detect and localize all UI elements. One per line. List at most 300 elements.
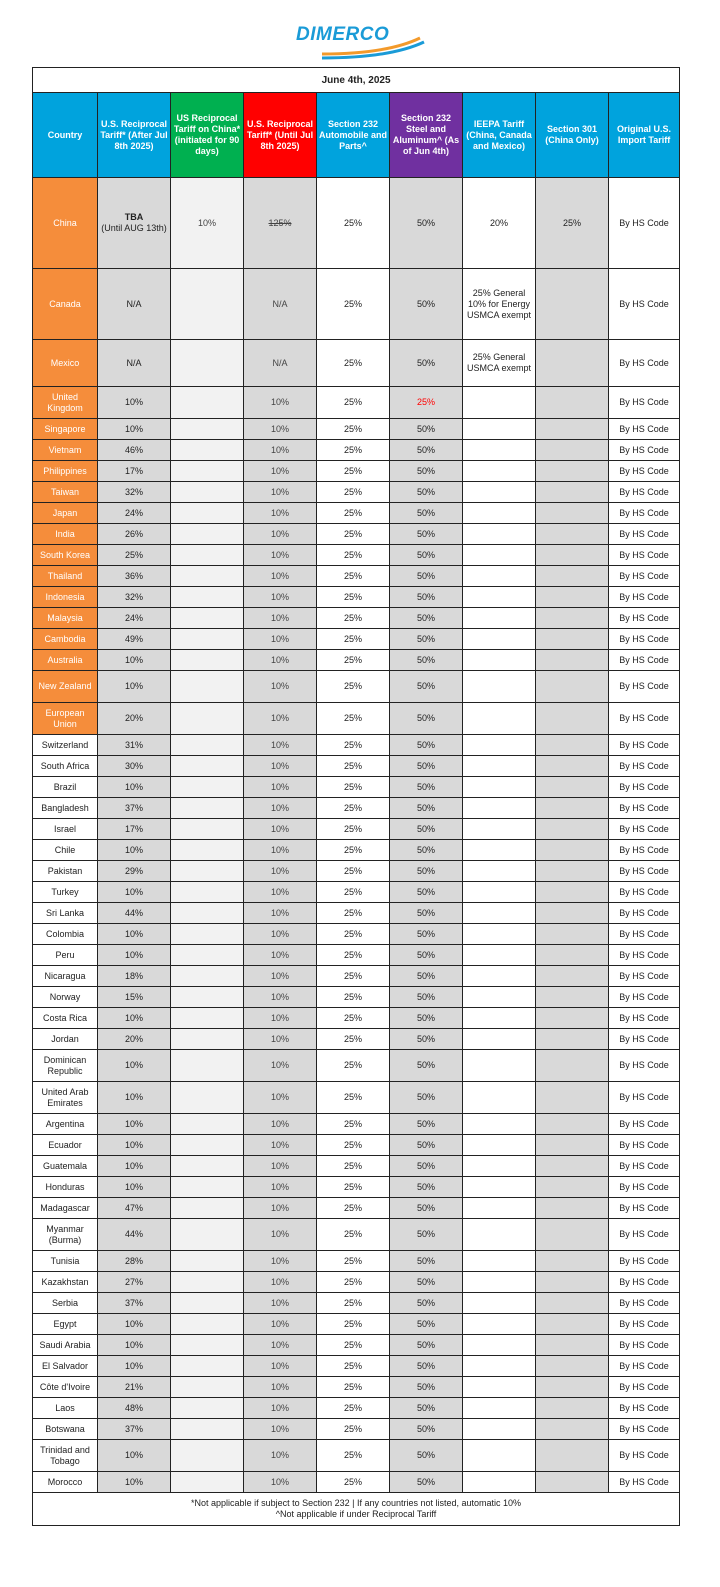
cell-s232-steel: 50% [390,482,463,503]
cell-s232-steel: 50% [390,1272,463,1293]
col-header-reciprocal-until: U.S. Reciprocal Tariff* (Until Jul 8th 2025) [244,93,317,178]
cell-original: By HS Code [609,756,680,777]
table-row [33,524,680,545]
cell-country: Tunisia [33,1251,98,1272]
cell-recip-china [171,671,244,703]
cell-original: By HS Code [609,777,680,798]
cell-ieepa [463,545,536,566]
cell-recip-until: 10% [244,1398,317,1419]
cell-recip-after: 28% [98,1251,171,1272]
col-header-ieepa: IEEPA Tariff (China, Canada and Mexico) [463,93,536,178]
cell-original: By HS Code [609,482,680,503]
cell-country: Egypt [33,1314,98,1335]
cell-recip-until: 10% [244,608,317,629]
cell-ieepa [463,903,536,924]
cell-recip-after: 21% [98,1377,171,1398]
cell-s232-auto: 25% [317,1377,390,1398]
cell-s232-steel: 50% [390,1293,463,1314]
table-row [33,882,680,903]
cell-country: Cambodia [33,629,98,650]
cell-recip-china [171,966,244,987]
cell-recip-after: 37% [98,1293,171,1314]
table-row [33,1156,680,1177]
cell-country: Honduras [33,1177,98,1198]
cell-country: El Salvador [33,1356,98,1377]
cell-recip-until: 10% [244,703,317,735]
cell-country: Nicaragua [33,966,98,987]
cell-s232-auto: 25% [317,1156,390,1177]
table-row [33,482,680,503]
table-row [33,340,680,387]
cell-ieepa [463,1293,536,1314]
table-row [33,566,680,587]
cell-recip-china [171,882,244,903]
cell-s232-steel: 50% [390,566,463,587]
cell-country: Singapore [33,419,98,440]
cell-recip-china [171,1293,244,1314]
cell-recip-china [171,945,244,966]
cell-s232-steel: 50% [390,861,463,882]
cell-country: Serbia [33,1293,98,1314]
cell-s301 [536,966,609,987]
cell-original: By HS Code [609,840,680,861]
cell-ieepa [463,703,536,735]
cell-s232-steel: 50% [390,1156,463,1177]
cell-original: By HS Code [609,671,680,703]
cell-recip-china [171,503,244,524]
cell-original: By HS Code [609,1293,680,1314]
cell-recip-after: 10% [98,1356,171,1377]
cell-s301 [536,419,609,440]
cell-recip-after: 47% [98,1198,171,1219]
cell-s232-auto: 25% [317,608,390,629]
cell-ieepa [463,1114,536,1135]
cell-recip-after: 17% [98,819,171,840]
cell-ieepa [463,387,536,419]
cell-original: By HS Code [609,440,680,461]
cell-recip-china [171,861,244,882]
cell-country: European Union [33,703,98,735]
cell-ieepa [463,882,536,903]
cell-ieepa [463,861,536,882]
cell-s301 [536,1472,609,1493]
cell-original: By HS Code [609,461,680,482]
cell-recip-until: 10% [244,1219,317,1251]
table-row [33,1377,680,1398]
cell-original: By HS Code [609,419,680,440]
cell-recip-china [171,587,244,608]
cell-ieepa [463,587,536,608]
table-row [33,1198,680,1219]
cell-s301 [536,608,609,629]
cell-s232-auto: 25% [317,524,390,545]
cell-recip-china [171,798,244,819]
cell-recip-until: 10% [244,1198,317,1219]
cell-recip-china [171,1198,244,1219]
cell-recip-until: 10% [244,1440,317,1472]
cell-ieepa [463,1472,536,1493]
cell-s301 [536,440,609,461]
cell-s232-steel: 50% [390,1251,463,1272]
cell-country: Madagascar [33,1198,98,1219]
cell-recip-china: 10% [171,178,244,269]
cell-s232-steel: 50% [390,608,463,629]
cell-country: China [33,178,98,269]
cell-country: Vietnam [33,440,98,461]
cell-recip-china [171,1082,244,1114]
cell-s232-auto: 25% [317,1251,390,1272]
cell-ieepa [463,1008,536,1029]
cell-s301 [536,1198,609,1219]
cell-s232-auto: 25% [317,482,390,503]
cell-recip-china [171,1050,244,1082]
cell-s232-auto: 25% [317,861,390,882]
cell-s301 [536,840,609,861]
cell-recip-after: 20% [98,703,171,735]
cell-s232-auto: 25% [317,1198,390,1219]
cell-country: Brazil [33,777,98,798]
cell-s301 [536,524,609,545]
cell-ieepa [463,987,536,1008]
cell-recip-until: 10% [244,777,317,798]
table-row [33,966,680,987]
cell-s232-auto: 25% [317,840,390,861]
cell-ieepa [463,608,536,629]
cell-original: By HS Code [609,1050,680,1082]
cell-recip-china [171,566,244,587]
cell-s232-auto: 25% [317,903,390,924]
cell-recip-until: 10% [244,1419,317,1440]
cell-country: South Africa [33,756,98,777]
cell-s301 [536,882,609,903]
cell-recip-after: 30% [98,756,171,777]
cell-recip-after: 24% [98,503,171,524]
cell-ieepa [463,1377,536,1398]
cell-original: By HS Code [609,178,680,269]
cell-s301 [536,1219,609,1251]
cell-s301 [536,387,609,419]
cell-recip-after: 10% [98,840,171,861]
cell-original: By HS Code [609,882,680,903]
cell-original: By HS Code [609,735,680,756]
cell-recip-after: 49% [98,629,171,650]
cell-recip-until: 10% [244,1114,317,1135]
cell-s232-steel: 50% [390,1314,463,1335]
cell-recip-after: 10% [98,671,171,703]
cell-recip-after: 10% [98,419,171,440]
footnote-caret: ^Not applicable if under Reciprocal Tariff [275,1509,437,1519]
table-row [33,461,680,482]
cell-s301 [536,1356,609,1377]
table-row [33,1135,680,1156]
cell-ieepa [463,1219,536,1251]
cell-recip-china [171,1440,244,1472]
cell-s232-steel: 50% [390,1114,463,1135]
cell-ieepa [463,440,536,461]
cell-recip-until: N/A [244,340,317,387]
table-row [33,503,680,524]
cell-recip-until: 10% [244,1029,317,1050]
cell-recip-after: 10% [98,1177,171,1198]
cell-recip-until: 10% [244,1472,317,1493]
cell-ieepa [463,756,536,777]
cell-recip-china [171,482,244,503]
cell-s232-steel: 50% [390,1377,463,1398]
cell-s232-steel: 50% [390,1419,463,1440]
cell-s232-steel: 50% [390,1219,463,1251]
cell-country: Indonesia [33,587,98,608]
cell-s232-steel: 50% [390,1082,463,1114]
table-row [33,1398,680,1419]
cell-s232-auto: 25% [317,924,390,945]
cell-ieepa: 25% General USMCA exempt [463,340,536,387]
cell-s232-auto: 25% [317,987,390,1008]
cell-s232-steel: 50% [390,587,463,608]
cell-ieepa [463,1419,536,1440]
cell-ieepa [463,1251,536,1272]
cell-original: By HS Code [609,987,680,1008]
cell-recip-after: 10% [98,945,171,966]
cell-recip-china [171,524,244,545]
cell-ieepa [463,1177,536,1198]
cell-ieepa [463,735,536,756]
cell-s232-steel: 50% [390,545,463,566]
cell-country: Kazakhstan [33,1272,98,1293]
table-row [33,629,680,650]
cell-recip-until: 10% [244,440,317,461]
cell-country: Trinidad and Tobago [33,1440,98,1472]
cell-country: Argentina [33,1114,98,1135]
table-row [33,1219,680,1251]
cell-country: Myanmar (Burma) [33,1219,98,1251]
cell-recip-china [171,1251,244,1272]
cell-s232-auto: 25% [317,1314,390,1335]
cell-recip-china [171,608,244,629]
cell-recip-until: 10% [244,735,317,756]
col-header-section232-steel: Section 232 Steel and Aluminum^ (As of Jun 4th) [390,93,463,178]
cell-original: By HS Code [609,1419,680,1440]
table-row [33,861,680,882]
cell-recip-until: 10% [244,587,317,608]
cell-s232-steel: 50% [390,882,463,903]
table-row [33,798,680,819]
cell-recip-after: 44% [98,903,171,924]
cell-ieepa [463,629,536,650]
cell-country: Botswana [33,1419,98,1440]
cell-ieepa [463,945,536,966]
cell-s232-auto: 25% [317,1440,390,1472]
cell-s232-auto: 25% [317,387,390,419]
cell-s301 [536,1440,609,1472]
cell-recip-china [171,703,244,735]
table-row [33,1293,680,1314]
cell-s301 [536,1114,609,1135]
cell-s232-auto: 25% [317,587,390,608]
cell-ieepa [463,1050,536,1082]
cell-recip-after: 17% [98,461,171,482]
cell-recip-china [171,1314,244,1335]
table-row [33,1356,680,1377]
cell-country: India [33,524,98,545]
cell-recip-after: 24% [98,608,171,629]
cell-recip-china [171,461,244,482]
cell-recip-china [171,819,244,840]
cell-recip-china [171,1219,244,1251]
cell-country: Switzerland [33,735,98,756]
cell-recip-china [171,419,244,440]
cell-recip-until: 10% [244,545,317,566]
cell-recip-china [171,440,244,461]
tariff-table [32,67,680,1526]
cell-country: Canada [33,269,98,340]
cell-recip-after: 37% [98,798,171,819]
cell-original: By HS Code [609,650,680,671]
cell-s232-auto: 25% [317,461,390,482]
cell-recip-after: 20% [98,1029,171,1050]
cell-country: Philippines [33,461,98,482]
cell-recip-china [171,1008,244,1029]
cell-recip-china [171,1156,244,1177]
cell-country: Mexico [33,340,98,387]
cell-original: By HS Code [609,1356,680,1377]
cell-s301 [536,1398,609,1419]
cell-s301 [536,482,609,503]
cell-s232-auto: 25% [317,798,390,819]
cell-s232-steel: 50% [390,1356,463,1377]
cell-s232-auto: 25% [317,735,390,756]
cell-recip-until: 10% [244,419,317,440]
cell-ieepa [463,1314,536,1335]
cell-recip-china [171,340,244,387]
cell-country: New Zealand [33,671,98,703]
cell-s232-steel: 50% [390,903,463,924]
cell-s232-steel: 50% [390,629,463,650]
cell-recip-until: 10% [244,482,317,503]
cell-s232-auto: 25% [317,945,390,966]
table-row [33,1440,680,1472]
cell-s301: 25% [536,178,609,269]
cell-recip-until: 10% [244,1356,317,1377]
cell-s301 [536,566,609,587]
cell-s232-auto: 25% [317,629,390,650]
cell-recip-until: 10% [244,566,317,587]
cell-s232-steel: 50% [390,1177,463,1198]
cell-s301 [536,1082,609,1114]
cell-ieepa: 25% General 10% for Energy USMCA exempt [463,269,536,340]
cell-original: By HS Code [609,1135,680,1156]
cell-original: By HS Code [609,924,680,945]
table-row [33,608,680,629]
cell-s232-auto: 25% [317,1335,390,1356]
cell-recip-until: 10% [244,1251,317,1272]
table-row [33,924,680,945]
cell-recip-after: N/A [98,340,171,387]
cell-s232-auto: 25% [317,440,390,461]
cell-ieepa [463,1156,536,1177]
cell-s232-auto: 25% [317,178,390,269]
table-title: June 4th, 2025 [33,68,680,93]
cell-original: By HS Code [609,1472,680,1493]
table-row [33,1314,680,1335]
cell-country: Sri Lanka [33,903,98,924]
cell-recip-after: 10% [98,1335,171,1356]
cell-original: By HS Code [609,1440,680,1472]
cell-original: By HS Code [609,1335,680,1356]
dimerco-logo [292,24,432,60]
cell-original: By HS Code [609,340,680,387]
cell-recip-after: 10% [98,1156,171,1177]
cell-recip-china [171,269,244,340]
cell-recip-until: 10% [244,650,317,671]
cell-s301 [536,756,609,777]
cell-s301 [536,924,609,945]
cell-recip-until: 10% [244,387,317,419]
cell-original: By HS Code [609,1251,680,1272]
cell-original: By HS Code [609,269,680,340]
cell-country: Saudi Arabia [33,1335,98,1356]
cell-s232-auto: 25% [317,777,390,798]
footnote-asterisk: *Not applicable if subject to Section 232 | If any countries not listed, automatic 10% [191,1498,522,1508]
cell-s232-steel: 50% [390,966,463,987]
cell-s232-auto: 25% [317,1114,390,1135]
cell-s232-steel: 50% [390,1472,463,1493]
cell-recip-after: 10% [98,777,171,798]
cell-original: By HS Code [609,387,680,419]
cell-s232-auto: 25% [317,966,390,987]
cell-recip-after: 10% [98,882,171,903]
cell-s232-steel: 50% [390,419,463,440]
cell-s301 [536,1314,609,1335]
cell-original: By HS Code [609,566,680,587]
cell-s232-auto: 25% [317,1029,390,1050]
cell-s232-steel: 50% [390,819,463,840]
cell-recip-china [171,840,244,861]
cell-s301 [536,587,609,608]
cell-ieepa [463,840,536,861]
cell-recip-after: 10% [98,387,171,419]
cell-ieepa [463,482,536,503]
cell-s232-auto: 25% [317,819,390,840]
cell-original: By HS Code [609,1156,680,1177]
cell-recip-after: 15% [98,987,171,1008]
cell-recip-until: N/A [244,269,317,340]
cell-s301 [536,650,609,671]
cell-s301 [536,503,609,524]
table-row [33,587,680,608]
table-row [33,1335,680,1356]
cell-s232-auto: 25% [317,650,390,671]
cell-s301 [536,1272,609,1293]
cell-recip-after: 10% [98,1008,171,1029]
table-row [33,440,680,461]
cell-ieepa [463,524,536,545]
cell-country: Colombia [33,924,98,945]
cell-ieepa [463,1398,536,1419]
cell-s301 [536,819,609,840]
cell-recip-china [171,545,244,566]
cell-s232-steel: 50% [390,703,463,735]
cell-original: By HS Code [609,1377,680,1398]
cell-s232-steel: 50% [390,650,463,671]
cell-recip-china [171,387,244,419]
cell-recip-after: 10% [98,1472,171,1493]
cell-s301 [536,703,609,735]
table-row [33,1177,680,1198]
table-row [33,671,680,703]
cell-country: Israel [33,819,98,840]
cell-recip-china [171,629,244,650]
cell-country: Chile [33,840,98,861]
